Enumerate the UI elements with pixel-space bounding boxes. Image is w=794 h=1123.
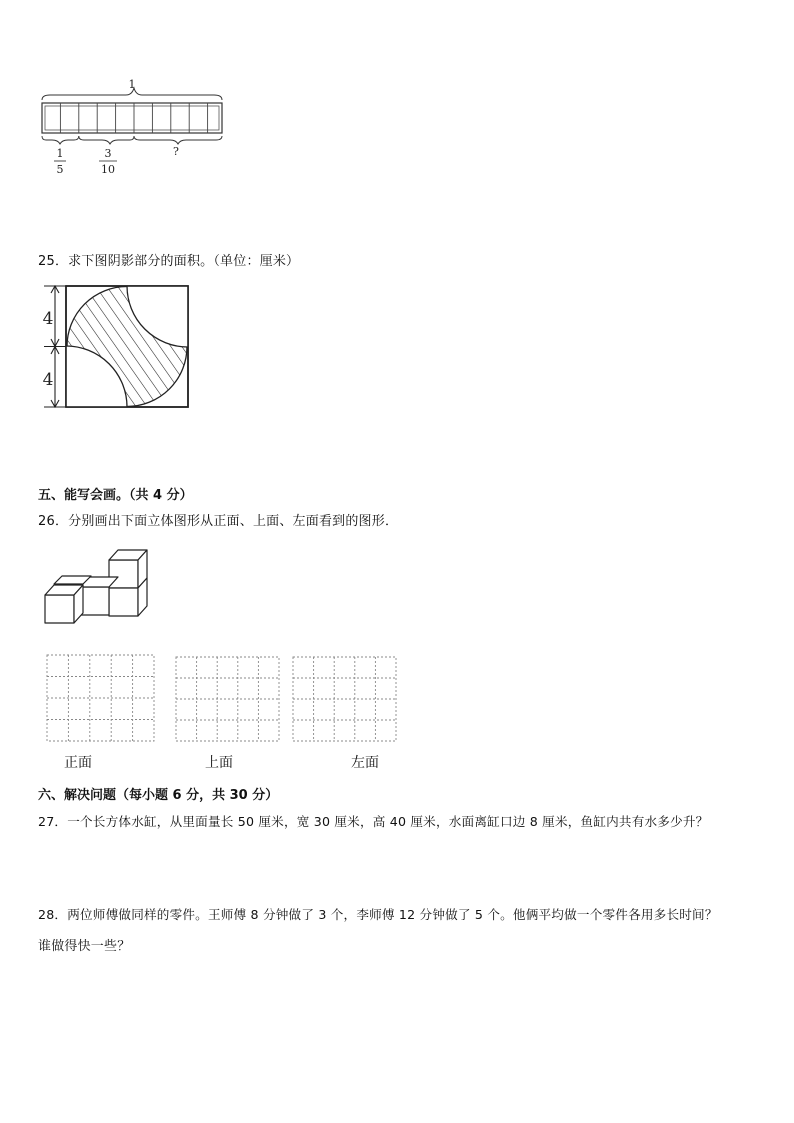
dimension-bottom-label: 4	[42, 370, 54, 390]
question-28-line-1: 28．两位师傅做同样的零件。王师傅 8 分钟做了 3 个，李师傅 12 分钟做了 5 个。他俩平均做一个零件各用多长时间？	[38, 907, 718, 922]
unknown-part-label: ?	[173, 145, 179, 158]
left-view-label: 左面	[351, 755, 379, 771]
shaded-area-figure	[36, 280, 196, 412]
fraction-1-denominator: 5	[56, 163, 64, 176]
dotted-grid-front	[46, 654, 156, 742]
dotted-grid-left	[292, 656, 398, 742]
grid-front-view[interactable]	[46, 654, 156, 742]
fraction-1-numerator: 1	[56, 147, 64, 160]
question-28-line-2: 谁做得快一些？	[38, 939, 131, 954]
cube-stack-figure	[40, 545, 155, 627]
question-27-text: 27．一个长方体水缸，从里面量长 50 厘米，宽 30 厘米，高 40 厘米，水面离缸口边 8 厘米，鱼缸内共有水多少升？	[38, 814, 709, 829]
dimension-top-label: 4	[42, 309, 54, 329]
front-view-label: 正面	[64, 755, 92, 771]
section-6-title: 六、解决问题（每小题 6 分，共 30 分）	[38, 788, 279, 803]
dotted-grid-top	[175, 656, 281, 742]
fraction-2-numerator: 3	[104, 147, 112, 160]
strip-total-label: 1	[128, 78, 136, 91]
section-5-title: 五、能写会画。（共 4 分）	[38, 488, 193, 503]
shaded-area-drawing	[36, 280, 196, 412]
top-view-label: 上面	[205, 755, 233, 771]
question-26-text: 26．分别画出下面立体图形从正面、上面、左面看到的图形．	[38, 514, 399, 529]
fraction-strip-figure	[38, 78, 228, 178]
cube-stack-drawing	[40, 545, 155, 627]
grid-left-view[interactable]	[292, 656, 398, 742]
grid-top-view[interactable]	[175, 656, 281, 742]
question-25-text: 25．求下图阴影部分的面积。（单位：厘米）	[38, 254, 300, 269]
fraction-strip-drawing	[38, 78, 228, 178]
fraction-2-denominator: 10	[101, 163, 115, 176]
